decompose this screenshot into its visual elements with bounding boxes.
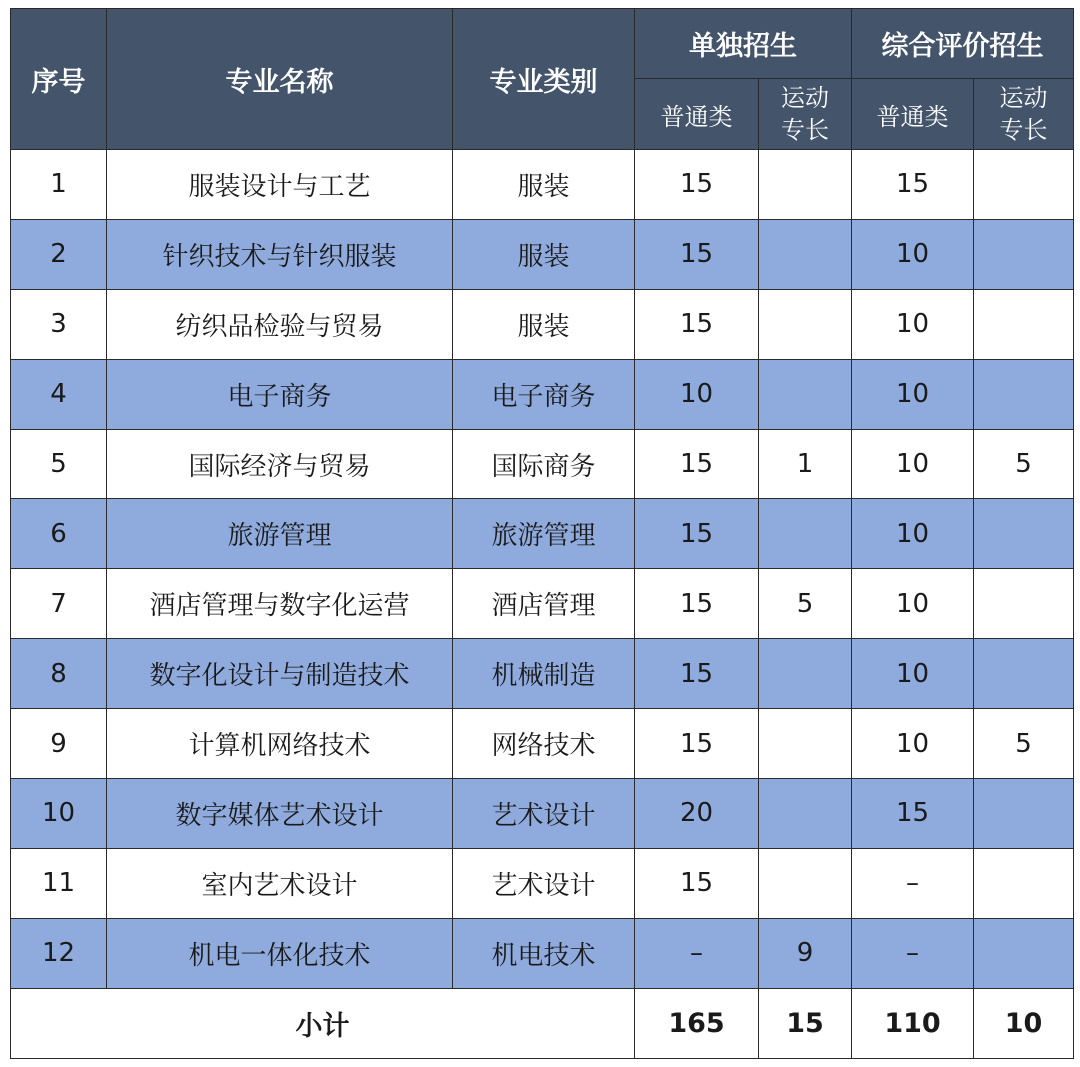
cell-individual-sports — [759, 219, 852, 289]
total-individual-regular: 165 — [635, 988, 759, 1058]
header-major-category: 专业类别 — [453, 9, 635, 150]
cell-comprehensive-regular: 10 — [852, 639, 974, 709]
header-comprehensive-sports — [974, 79, 1074, 150]
cell-major-name: 国际经济与贸易 — [107, 429, 453, 499]
cell-comprehensive-sports: 5 — [974, 429, 1074, 499]
cell-comprehensive-regular: 10 — [852, 709, 974, 779]
cell-major-category: 机械制造 — [453, 639, 635, 709]
cell-individual-regular: 15 — [635, 499, 759, 569]
total-comprehensive-regular: 110 — [852, 988, 974, 1058]
table-row — [11, 289, 1074, 359]
cell-individual-sports — [759, 150, 852, 220]
cell-major-name: 数字化设计与制造技术 — [107, 639, 453, 709]
header-major-name: 专业名称 — [107, 9, 453, 150]
cell-major-name: 针织技术与针织服装 — [107, 219, 453, 289]
cell-comprehensive-regular: 10 — [852, 289, 974, 359]
cell-comprehensive-sports — [974, 639, 1074, 709]
header-sports-line1: 运动 — [781, 84, 829, 112]
cell-individual-sports — [759, 848, 852, 918]
cell-index: 10 — [11, 779, 107, 849]
cell-major-category: 旅游管理 — [453, 499, 635, 569]
header-individual-regular: 普通类 — [635, 79, 759, 150]
header-sports-line1: 运动 — [999, 84, 1048, 112]
cell-index: 4 — [11, 359, 107, 429]
cell-individual-regular: – — [635, 918, 759, 988]
header-sports-line2: 专长 — [999, 116, 1048, 144]
cell-index: 1 — [11, 150, 107, 220]
total-individual-sports: 15 — [759, 988, 852, 1058]
cell-comprehensive-regular: 15 — [852, 779, 974, 849]
cell-major-category: 服装 — [453, 219, 635, 289]
cell-comprehensive-regular: 10 — [852, 359, 974, 429]
cell-major-name: 纺织品检验与贸易 — [107, 289, 453, 359]
cell-major-name: 电子商务 — [107, 359, 453, 429]
table-row — [11, 639, 1074, 709]
table-row — [11, 918, 1074, 988]
cell-index: 7 — [11, 569, 107, 639]
header-group-individual: 单独招生 — [635, 9, 852, 79]
cell-index: 3 — [11, 289, 107, 359]
cell-comprehensive-sports — [974, 359, 1074, 429]
cell-major-category: 服装 — [453, 150, 635, 220]
cell-comprehensive-sports — [974, 499, 1074, 569]
cell-major-category: 机电技术 — [453, 918, 635, 988]
cell-individual-sports — [759, 639, 852, 709]
cell-comprehensive-sports — [974, 289, 1074, 359]
cell-individual-sports — [759, 359, 852, 429]
table-row — [11, 150, 1074, 220]
cell-index: 6 — [11, 499, 107, 569]
cell-index: 12 — [11, 918, 107, 988]
cell-individual-regular: 15 — [635, 429, 759, 499]
cell-individual-regular: 15 — [635, 639, 759, 709]
cell-individual-regular: 15 — [635, 289, 759, 359]
cell-major-category: 酒店管理 — [453, 569, 635, 639]
cell-individual-regular: 15 — [635, 709, 759, 779]
cell-comprehensive-sports — [974, 569, 1074, 639]
table-row — [11, 359, 1074, 429]
cell-comprehensive-sports — [974, 918, 1074, 988]
cell-major-name: 室内艺术设计 — [107, 848, 453, 918]
enrollment-table — [10, 8, 1074, 1059]
cell-major-name: 数字媒体艺术设计 — [107, 779, 453, 849]
cell-individual-sports — [759, 289, 852, 359]
cell-comprehensive-sports — [974, 150, 1074, 220]
cell-comprehensive-regular: – — [852, 918, 974, 988]
table-row — [11, 499, 1074, 569]
cell-individual-regular: 10 — [635, 359, 759, 429]
cell-individual-sports — [759, 499, 852, 569]
cell-comprehensive-sports — [974, 779, 1074, 849]
table-row — [11, 219, 1074, 289]
header-index: 序号 — [11, 9, 107, 150]
total-label: 小计 — [11, 988, 635, 1058]
cell-major-category: 艺术设计 — [453, 779, 635, 849]
cell-comprehensive-sports: 5 — [974, 709, 1074, 779]
table-row — [11, 709, 1074, 779]
header-individual-sports — [759, 79, 852, 150]
table-row — [11, 779, 1074, 849]
cell-index: 9 — [11, 709, 107, 779]
cell-individual-regular: 20 — [635, 779, 759, 849]
cell-index: 8 — [11, 639, 107, 709]
cell-comprehensive-regular: 15 — [852, 150, 974, 220]
cell-individual-regular: 15 — [635, 569, 759, 639]
cell-major-name: 机电一体化技术 — [107, 918, 453, 988]
cell-individual-regular: 15 — [635, 219, 759, 289]
cell-major-name: 计算机网络技术 — [107, 709, 453, 779]
cell-major-category: 艺术设计 — [453, 848, 635, 918]
header-comprehensive-regular: 普通类 — [852, 79, 974, 150]
cell-comprehensive-regular: 10 — [852, 219, 974, 289]
cell-major-category: 服装 — [453, 289, 635, 359]
cell-major-category: 网络技术 — [453, 709, 635, 779]
cell-comprehensive-regular: 10 — [852, 499, 974, 569]
cell-individual-regular: 15 — [635, 150, 759, 220]
cell-major-category: 电子商务 — [453, 359, 635, 429]
cell-comprehensive-sports — [974, 219, 1074, 289]
cell-comprehensive-regular: 10 — [852, 429, 974, 499]
cell-individual-sports — [759, 779, 852, 849]
cell-individual-sports: 1 — [759, 429, 852, 499]
cell-comprehensive-sports — [974, 848, 1074, 918]
table-body — [11, 150, 1074, 1059]
cell-individual-sports — [759, 709, 852, 779]
cell-index: 2 — [11, 219, 107, 289]
cell-individual-sports: 5 — [759, 569, 852, 639]
cell-individual-sports: 9 — [759, 918, 852, 988]
cell-major-category: 国际商务 — [453, 429, 635, 499]
cell-major-name: 旅游管理 — [107, 499, 453, 569]
table-row — [11, 569, 1074, 639]
header-group-comprehensive: 综合评价招生 — [852, 9, 1074, 79]
cell-major-name: 酒店管理与数字化运营 — [107, 569, 453, 639]
cell-comprehensive-regular: 10 — [852, 569, 974, 639]
cell-index: 5 — [11, 429, 107, 499]
header-sports-line2: 专长 — [781, 116, 829, 144]
cell-major-name: 服装设计与工艺 — [107, 150, 453, 220]
cell-comprehensive-regular: – — [852, 848, 974, 918]
table-row — [11, 429, 1074, 499]
cell-index: 11 — [11, 848, 107, 918]
total-comprehensive-sports: 10 — [974, 988, 1074, 1058]
cell-individual-regular: 15 — [635, 848, 759, 918]
table-row — [11, 848, 1074, 918]
total-row — [11, 988, 1074, 1058]
table-header — [11, 9, 1074, 150]
